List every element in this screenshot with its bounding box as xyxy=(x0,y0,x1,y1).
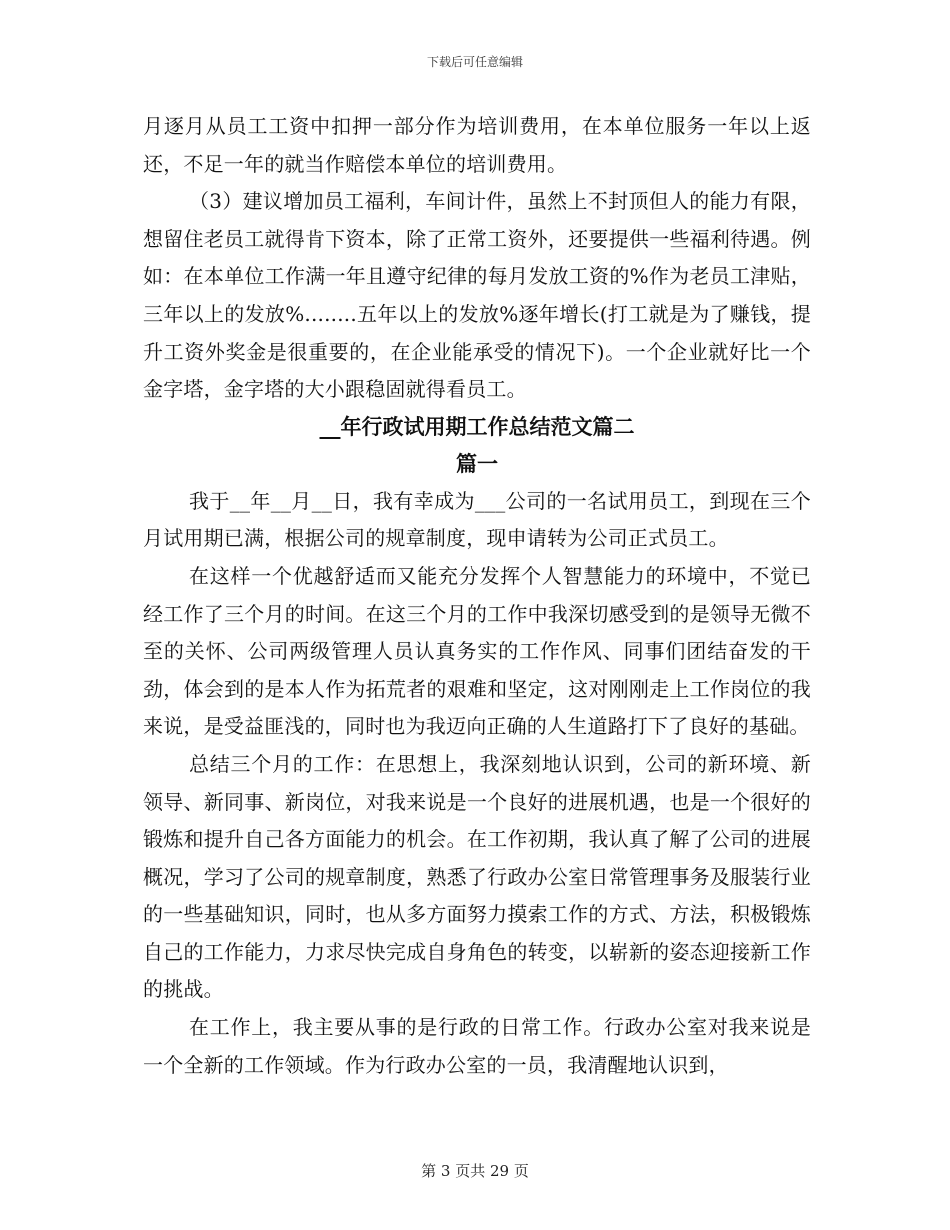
paragraph: 在这样一个优越舒适而又能充分发挥个人智慧能力的环境中，不觉已经工作了三个月的时间。在这三个月的工作中我深切感受到的是领导无微不至的关怀、公司两级管理人员认真务实的工作作风、同事们团结奋发的干劲，体会到的是本人作为拓荒者的艰难和坚定，这对刚刚走上工作岗位的我来说，是受益匪浅的，同时也为我迈向正确的人生道路打下了良好的基础。 xyxy=(143,563,811,739)
paragraph: 月逐月从员工工资中扣押一部分作为培训费用，在本单位服务一年以上返还，不足一年的就当作赔偿本单位的培训费用。 xyxy=(143,114,811,176)
paragraph: 总结三个月的工作：在思想上，我深刻地认识到，公司的新环境、新领导、新同事、新岗位，对我来说是一个良好的进展机遇，也是一个很好的锻炼和提升自己各方面能力的机会。在工作初期，我认真了解了公司的进展概况，学习了公司的规章制度，熟悉了行政办公室日常管理事务及服装行业的一些基础知识，同时，也从多方面努力摸索工作的方式、方法，积极锻炼自己的工作能力，力求尽快完成自身角色的转变，以崭新的姿态迎接新工作的挑战。 xyxy=(143,751,811,1002)
paragraph: 在工作上，我主要从事的是行政的日常工作。行政办公室对我来说是一个全新的工作领域。作为行政办公室的一员，我清醒地认识到， xyxy=(143,1015,811,1077)
page-footer: 第 3 页共 29 页 xyxy=(421,1162,529,1180)
sub-title: 篇一 xyxy=(456,451,498,476)
paragraph: （3）建议增加员工福利，车间计件，虽然上不封顶但人的能力有限，想留住老员工就得肯下资本，除了正常工资外，还要提供一些福利待遇。例如：在本单位工作满一年且遵守纪律的每月发放工资的%作为老员工津贴，三年以上的发放%........五年以上的发放%逐年增长(打工就是为了赚钱，提升工资外奖金是很重要的，在企业能承受的情况下)。一个企业就好比一个金字塔，金字塔的大小跟稳固就得看员工。 xyxy=(143,189,811,402)
paragraph: 我于__年__月__日，我有幸成为___公司的一名试用员工，到现在三个月试用期已满，根据公司的规章制度，现申请转为公司正式员工。 xyxy=(143,488,811,551)
page-header: 下载后可任意编辑 xyxy=(426,55,523,69)
section-title: __年行政试用期工作总结范文篇二 xyxy=(319,414,635,439)
document-body xyxy=(143,108,811,1084)
